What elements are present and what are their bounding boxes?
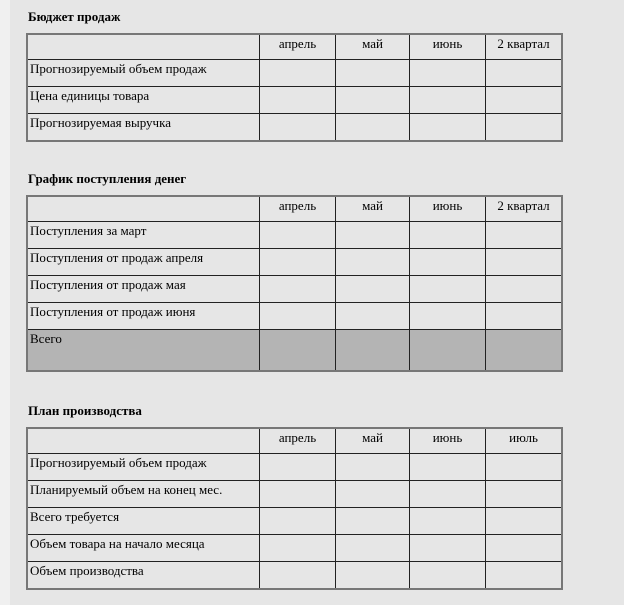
column-header: 2 квартал (486, 196, 563, 222)
production-plan-title: План производства (28, 403, 142, 418)
table-cell[interactable] (260, 454, 336, 481)
table-cell[interactable] (486, 276, 563, 303)
table-cell[interactable] (486, 114, 563, 142)
table-cell[interactable] (336, 535, 410, 562)
row-label: Планируемый объем на конец мес. (27, 481, 260, 508)
table-cell[interactable] (486, 87, 563, 114)
header-empty-cell (27, 34, 260, 60)
table-cell[interactable] (260, 276, 336, 303)
row-label: Поступления от продаж мая (27, 276, 260, 303)
column-header: июнь (410, 196, 486, 222)
table-cell[interactable] (336, 303, 410, 330)
row-label: Прогнозируемый объем продаж (27, 454, 260, 481)
table-cell[interactable] (260, 87, 336, 114)
table-row (27, 508, 562, 535)
table-cell[interactable] (486, 303, 563, 330)
table-cell[interactable] (260, 535, 336, 562)
table-cell[interactable] (336, 330, 410, 372)
table-cell[interactable] (486, 222, 563, 249)
table-cell[interactable] (260, 481, 336, 508)
column-header: апрель (260, 196, 336, 222)
table-row (27, 481, 562, 508)
table-cell[interactable] (486, 249, 563, 276)
table-cell[interactable] (410, 508, 486, 535)
table-header-row (27, 428, 562, 454)
table-header-row (27, 196, 562, 222)
table-cell[interactable] (486, 508, 563, 535)
table-cell[interactable] (260, 508, 336, 535)
table-cell[interactable] (260, 303, 336, 330)
table-cell[interactable] (336, 508, 410, 535)
table-header-row (27, 34, 562, 60)
table-row (27, 222, 562, 249)
table-cell[interactable] (410, 87, 486, 114)
production-plan-table (26, 427, 563, 590)
table-row (27, 276, 562, 303)
table-row (27, 562, 562, 590)
row-label: Цена единицы товара (27, 87, 260, 114)
table-row (27, 60, 562, 87)
table-cell[interactable] (410, 535, 486, 562)
table-cell[interactable] (336, 87, 410, 114)
table-cell[interactable] (260, 60, 336, 87)
row-label: Объем товара на начало месяца (27, 535, 260, 562)
table-cell[interactable] (486, 535, 563, 562)
table-cell[interactable] (410, 249, 486, 276)
sales-budget-title: Бюджет продаж (28, 9, 121, 24)
table-row (27, 249, 562, 276)
sales-budget-table (26, 33, 563, 142)
table-cell[interactable] (260, 562, 336, 590)
row-label: Поступления от продаж июня (27, 303, 260, 330)
table-row (27, 303, 562, 330)
column-header: апрель (260, 428, 336, 454)
table-row (27, 535, 562, 562)
row-label: Всего требуется (27, 508, 260, 535)
header-empty-cell (27, 428, 260, 454)
row-label: Всего (27, 330, 260, 372)
column-header: май (336, 34, 410, 60)
row-label: Прогнозируемый объем продаж (27, 60, 260, 87)
table-cell[interactable] (410, 60, 486, 87)
table-cell[interactable] (410, 562, 486, 590)
column-header: июнь (410, 428, 486, 454)
table-cell[interactable] (410, 481, 486, 508)
table-cell[interactable] (336, 249, 410, 276)
table-cell[interactable] (260, 330, 336, 372)
row-label: Объем производства (27, 562, 260, 590)
table-cell[interactable] (336, 276, 410, 303)
table-cell[interactable] (410, 454, 486, 481)
table-cell[interactable] (336, 562, 410, 590)
column-header: май (336, 428, 410, 454)
column-header: 2 квартал (486, 34, 563, 60)
document-page (10, 0, 624, 605)
table-cell[interactable] (336, 60, 410, 87)
table-cell[interactable] (410, 303, 486, 330)
table-cell[interactable] (336, 454, 410, 481)
table-cell[interactable] (486, 454, 563, 481)
table-row (27, 87, 562, 114)
table-cell[interactable] (410, 330, 486, 372)
table-cell[interactable] (410, 276, 486, 303)
row-label: Поступления за март (27, 222, 260, 249)
header-empty-cell (27, 196, 260, 222)
table-cell[interactable] (260, 222, 336, 249)
column-header: апрель (260, 34, 336, 60)
table-cell[interactable] (410, 222, 486, 249)
table-cell[interactable] (486, 481, 563, 508)
column-header: июль (486, 428, 563, 454)
table-cell[interactable] (486, 330, 563, 372)
table-cell[interactable] (336, 114, 410, 142)
cash-receipts-table (26, 195, 563, 372)
total-row (27, 330, 562, 372)
cash-receipts-title: График поступления денег (28, 171, 187, 186)
row-label: Прогнозируемая выручка (27, 114, 260, 142)
row-label: Поступления от продаж апреля (27, 249, 260, 276)
table-row (27, 114, 562, 142)
table-cell[interactable] (486, 60, 563, 87)
column-header: май (336, 196, 410, 222)
column-header: июнь (410, 34, 486, 60)
table-cell[interactable] (260, 249, 336, 276)
table-cell[interactable] (336, 481, 410, 508)
table-row (27, 454, 562, 481)
table-cell[interactable] (260, 114, 336, 142)
table-cell[interactable] (486, 562, 563, 590)
table-cell[interactable] (336, 222, 410, 249)
table-cell[interactable] (410, 114, 486, 142)
